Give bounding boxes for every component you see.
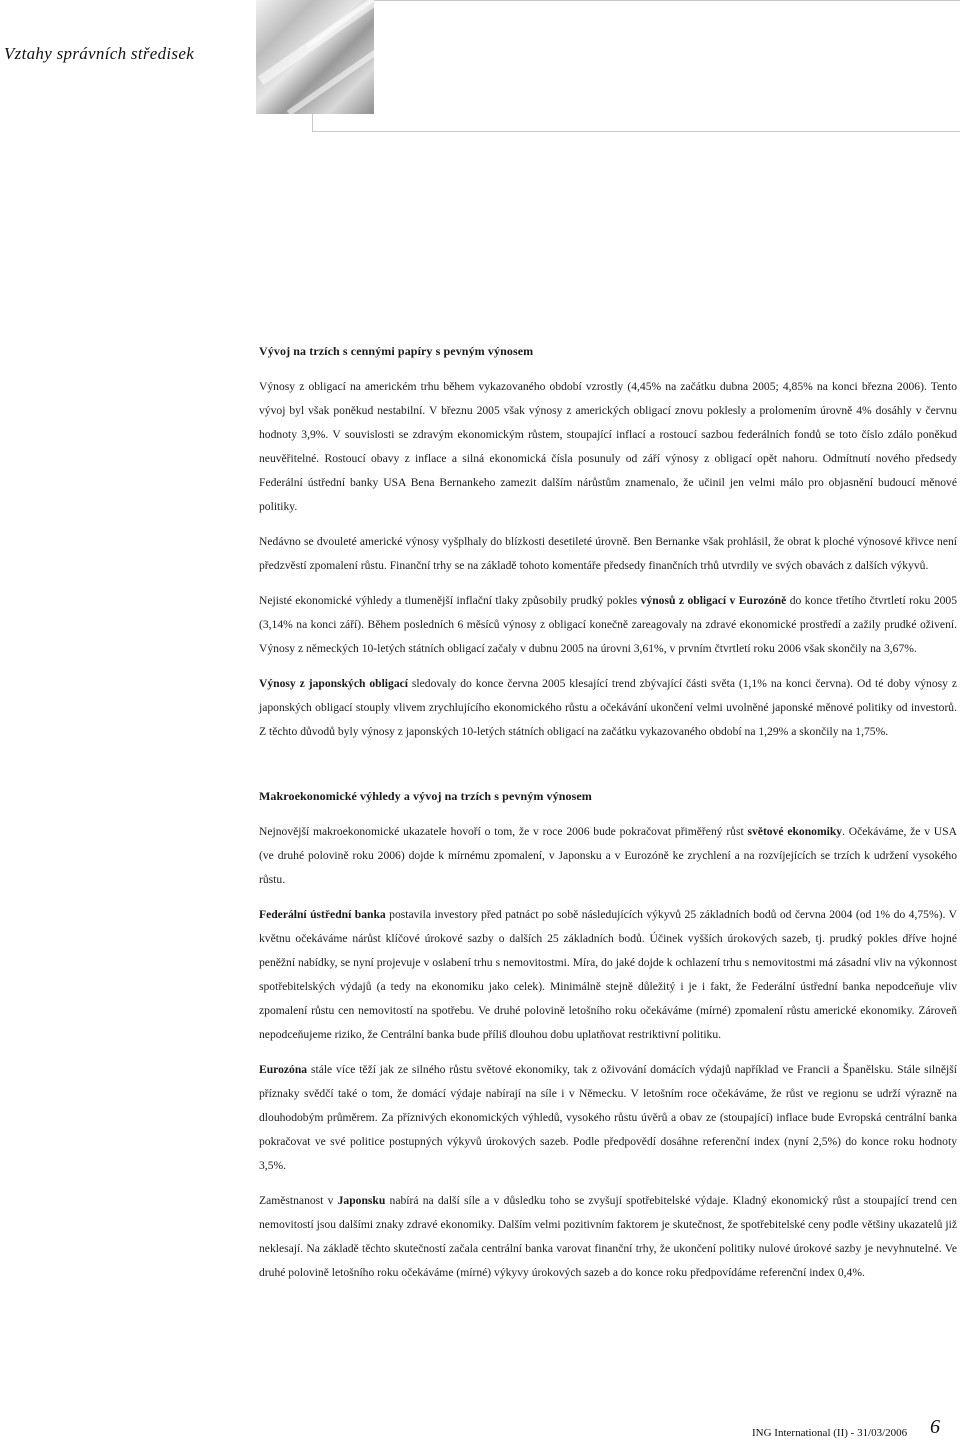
highlight-japan: Japonsku — [337, 1194, 386, 1207]
highlight-federal-reserve: Federální ústřední banka — [259, 908, 386, 921]
page-title: Vztahy správních středisek — [4, 44, 195, 63]
paragraph: Zaměstnanost v Japonsku nabírá na další síle a v důsledku toho se zvyšují spotřebitelské výdaje. Kladný ekonomický růst a stoupající trend cen nemovitostí jsou dalšími znaky zdravé ekonomiky. Dalším velmi pozitivním faktorem je skutečnost, že spotřebitelské ceny podle většiny ukazatelů již neklesají. Na základě těchto skutečností začala centrální banka varovat finanční trhy, že ukončení politiky nulové úrokové sazby je nevyhnutelné. Ve druhé polovině letošního roku očekáváme (mírné) výkyvy úrokových sazeb a do konce roku předpovídáme referenční index 0,4%. — [259, 1194, 957, 1279]
paragraph: Nedávno se dvouleté americké výnosy vyšplhaly do blízkosti desetileté úrovně. Ben Bernanke však prohlásil, že obrat k ploché výnosové křivce není předzvěstí zpomalení růstu. Finanční trhy se na základě tohoto komentáře předsedy finančních trhů utvrdily ve svých obavách z dalších výkyvů. — [259, 535, 957, 572]
paragraph: Výnosy z japonských obligací sledovaly do konce června 2005 klesající trend zbývající části světa (1,1% na konci června). Od té doby výnosy z japonských obligací stouply vlivem zrychlujícího ekonomického růstu a očekávání ukončení velmi uvolněné japonské měnové politiky od investorů. Z těchto důvodů byly výnosy z japonských 10-letých státních obligací na začátku vykazovaného období na 1,29% a skončily na 1,75%. — [259, 677, 957, 738]
paragraph: Nejnovější makroekonomické ukazatele hovoří o tom, že v roce 2006 bude pokračovat přiměřený růst světové ekonomiky. Očekáváme, že v USA (ve druhé polovině roku 2006) dojde k mírnému zpomalení, v Japonsku a v Eurozóně ke zrychlení a na rozvíjejících se trzích k udržení vysokého růstu. — [259, 825, 957, 886]
article-body — [259, 344, 957, 1296]
highlight-japan-yields: Výnosy z japonských obligací — [259, 677, 408, 690]
section-heading-macro-outlook: Makroekonomické výhledy a vývoj na trzích s pevným výnosem — [259, 789, 592, 803]
highlight-eurozone-yields: výnosů z obligací v Eurozóně — [640, 594, 787, 607]
highlight-world-economy: světové ekonomiky — [747, 825, 843, 838]
section-heading-fixed-income: Vývoj na trzích s cennými papíry s pevným výnosem — [259, 344, 534, 358]
paragraph: Výnosy z obligací na americkém trhu během vykazovaného období vzrostly (4,45% na začátku dubna 2005; 4,85% na konci března 2006). Tento vývoj byl však poněkud nestabilní. V březnu 2005 však výnosy z amerických obligací znovu poklesly a prolomením úrovně 4% dosáhly v červnu hodnoty 3,9%. V souvislosti se zdravým ekonomickým růstem, stoupající inflací a rostoucí sazbou federálních fondů se toto číslo zdálo poněkud neuvěřitelné. Rostoucí obavy z inflace a silná ekonomická čísla posunuly od září výnosy z obligací opět nahoru. Odmítnutí nového předsedy Federální ústřední banky USA Bena Bernankeho zamezit dalším nárůstům znamenalo, že učinil jen velmi málo pro objasnění budoucí měnové politiky. — [259, 380, 957, 513]
paragraph: Nejisté ekonomické výhledy a tlumenější inflační tlaky způsobily prudký pokles výnosů z obligací v Eurozóně do konce třetího čtvrtletí roku 2005 (3,14% na konci září). Během posledních 6 měsíců výnosy z obligací konečně zareagovaly na zdravé ekonomické prostředí a zažily prudké oživení. Výnosy z německých 10-letých státních obligací začaly v dubnu 2005 na úrovni 3,61%, v prvním čtvrtletí roku 2006 však skončily na 3,67%. — [259, 594, 958, 655]
paragraph: Federální ústřední banka postavila investory před patnáct po sobě následujících výkyvů 25 základních bodů od června 2004 (od 1% do 4,75%). V květnu očekáváme nárůst klíčové úrokové sazby o dalších 25 základních bodů. Účinek vyšších úrokových sazeb, tj. prudký pokles dříve hojné peněžní nabídky, se nyní projevuje v oslabení trhu s nemovitostmi. Míra, do jaké dojde k ochlazení trhu s nemovitostmi má zásadní vliv na výkonnost spotřebitelských výdajů (a tedy na ekonomiku jako celek). Minimálně stejně důležitý i je i fakt, že Federální ústřední banka nepodceňuje vliv zpomalení růstu cen nemovitostí na spotřebu. Ve druhé polovině letošního roku očekáváme (mírné) zpomalení růstu americké ekonomiky. Zároveň nepodceňujeme riziko, že Centrální banka bude příliš dlouhou dobu uplatňovat restriktivní politiku. — [259, 908, 957, 1041]
paragraph: Eurozóna stále více těží jak ze silného růstu světové ekonomiky, tak z oživování domácích výdajů například ve Francii a Španělsku. Stále silnější příznaky svědčí také o tom, že domácí výdaje nabírají na síle i v Německu. V letošním roce očekáváme, že růst ve regionu se udrží výrazně na dlouhodobým průměrem. Za příznivých ekonomických výhledů, vysokého růstu úvěrů a obav ze (stoupající) inflace bude Evropská centrální banka pokračovat ve své politice postupných výkyvů úrokových sazeb. Podle předpovědí dosáhne referenční index (nyní 2,5%) do konce roku hodnoty 3,5%. — [259, 1063, 957, 1172]
header-photo — [256, 0, 374, 114]
header-frame — [312, 0, 960, 132]
page-number: 6 — [930, 1416, 940, 1438]
header-rule — [374, 0, 960, 1]
highlight-eurozone: Eurozóna — [259, 1063, 308, 1076]
footer-source: ING International (II) - 31/03/2006 — [752, 1427, 908, 1439]
